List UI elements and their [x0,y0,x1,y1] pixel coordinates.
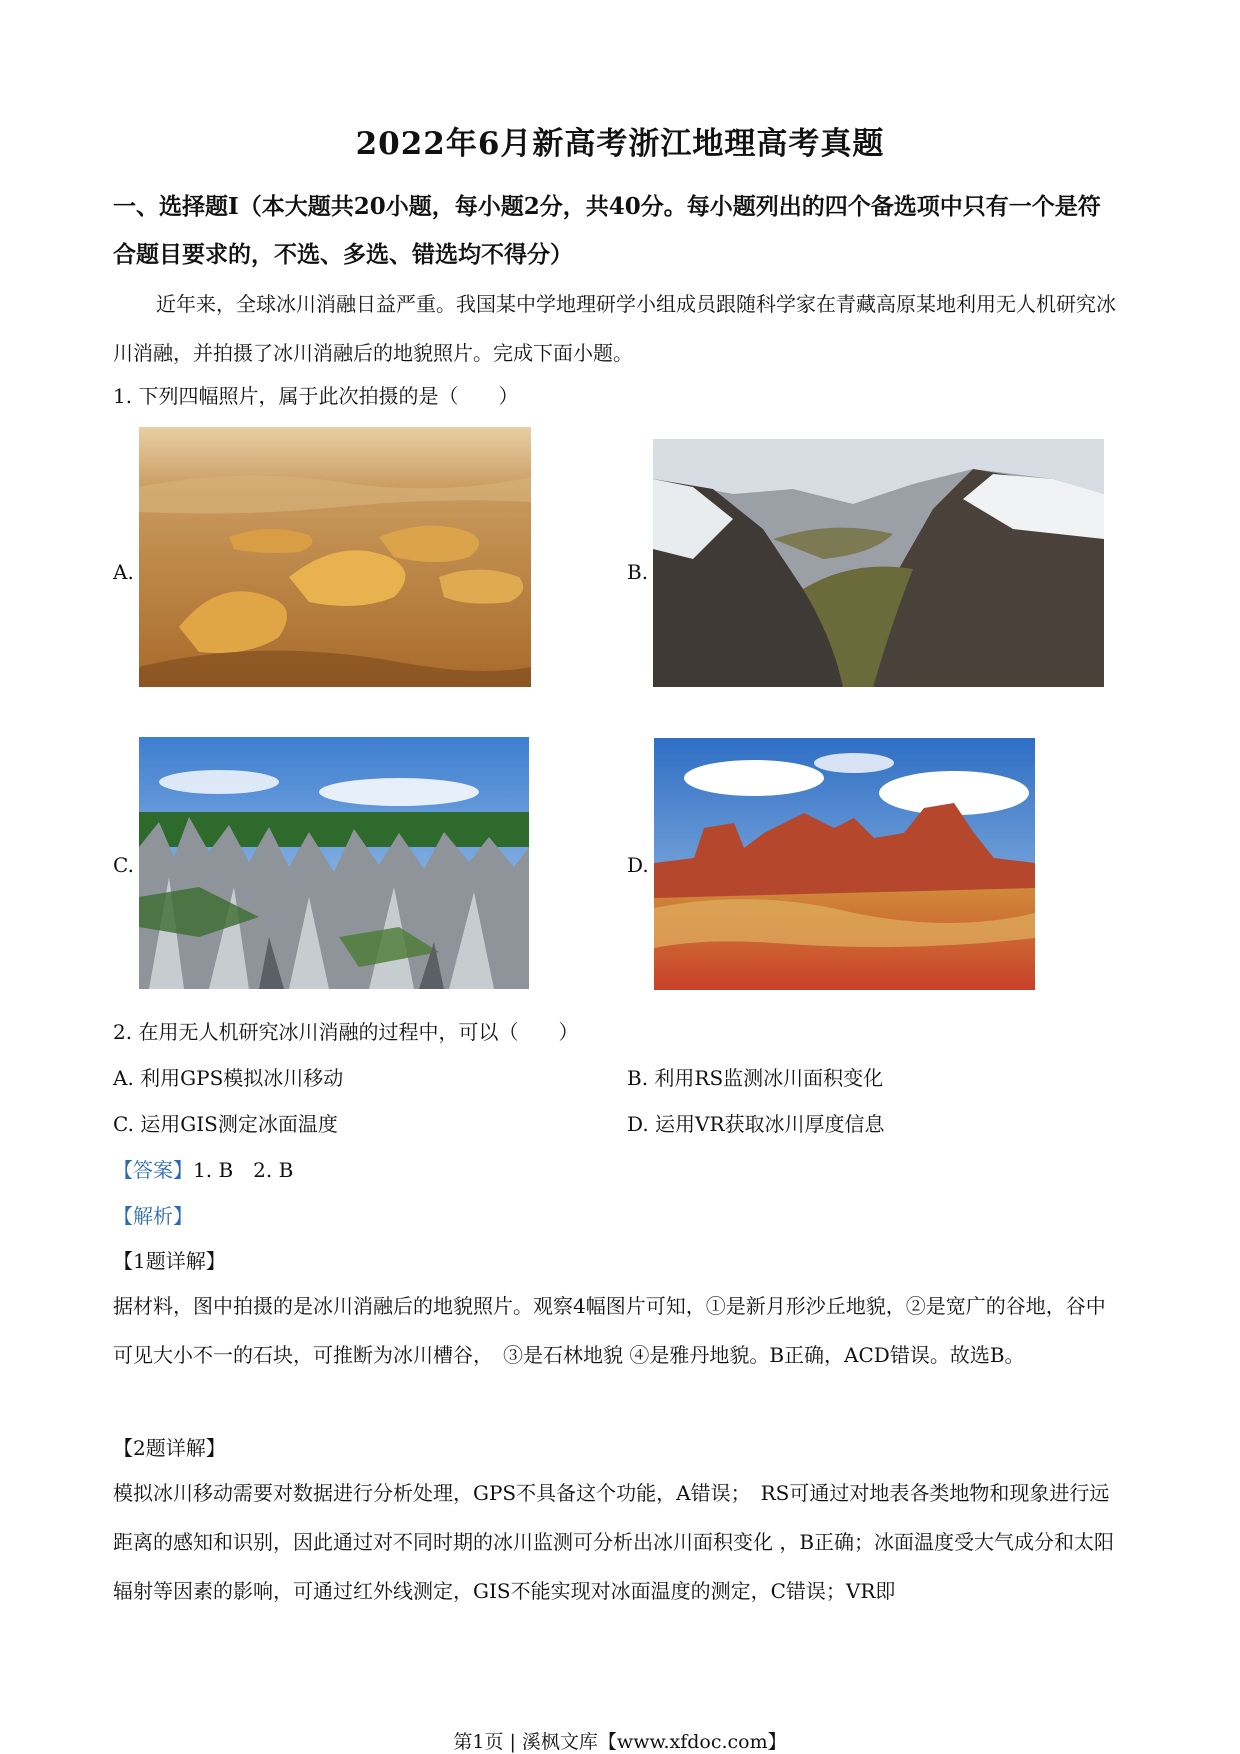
q2-option-a: A. 利用GPS模拟冰川移动 [113,1066,344,1090]
answer-tag: 【答案】 [113,1158,193,1182]
stone-forest-photo [139,737,529,989]
sand-dunes-photo [139,427,531,687]
glacial-valley-photo [653,439,1104,687]
detail-2-text: 模拟冰川移动需要对数据进行分析处理，GPS不具备这个功能，A错误； RS可通过对地表各类地物和现象进行远距离的感知和识别，因此通过对不同时期的冰川监测可分析出冰川面积变化 ，B正确；冰面温度受大气成分和太阳辐射等因素的影响，可通过红外线测定，GIS不能实现对冰面温度的测定，C错误；VR即 [113,1481,1115,1603]
q2-option-d: D. 运用VR获取冰川厚度信息 [627,1112,885,1136]
q1-option-b-label: B. [627,560,649,584]
page-title: 2022年6月新高考浙江地理高考真题 [355,126,885,162]
q1-option-a-label: A. [113,560,134,584]
detail-2-title: 【2题详解】 [113,1436,226,1460]
section-heading: 一、选择题Ⅰ（本大题共20小题，每小题2分，共40分。每小题列出的四个备选项中只有一个是符合题目要求的，不选、多选、错选均不得分） [113,193,1101,268]
analysis-tag: 【解析】 [113,1204,193,1228]
detail-1-text: 据材料，图中拍摄的是冰川消融后的地貌照片。观察4幅图片可知，①是新月形沙丘地貌，②是宽广的谷地，谷中可见大小不一的石块，可推断为冰川槽谷， ③是石林地貌 ④是雅丹地貌。B正确，ACD错误。故选B。 [113,1294,1106,1367]
intro-paragraph: 近年来，全球冰川消融日益严重。我国某中学地理研学小组成员跟随科学家在青藏高原某地利用无人机研究冰川消融，并拍摄了冰川消融后的地貌照片。完成下面小题。 [113,292,1116,365]
yardang-landform-photo [654,738,1035,990]
q2-option-c: C. 运用GIS测定冰面温度 [113,1112,338,1136]
q2-option-b: B. 利用RS监测冰川面积变化 [627,1066,884,1090]
page-footer: 第1页 | 溪枫文库【www.xfdoc.com】 [453,1731,787,1753]
answer-line [113,1154,293,1183]
question-2-stem: 2. 在用无人机研究冰川消融的过程中，可以（ ） [113,1020,579,1044]
detail-1-title: 【1题详解】 [113,1249,226,1273]
q1-option-c-label: C. [113,853,134,877]
question-1-stem: 1. 下列四幅照片，属于此次拍摄的是（ ） [113,384,519,408]
q1-option-d-label: D. [627,853,649,877]
answer-text: 1. B 2. B [193,1158,294,1182]
